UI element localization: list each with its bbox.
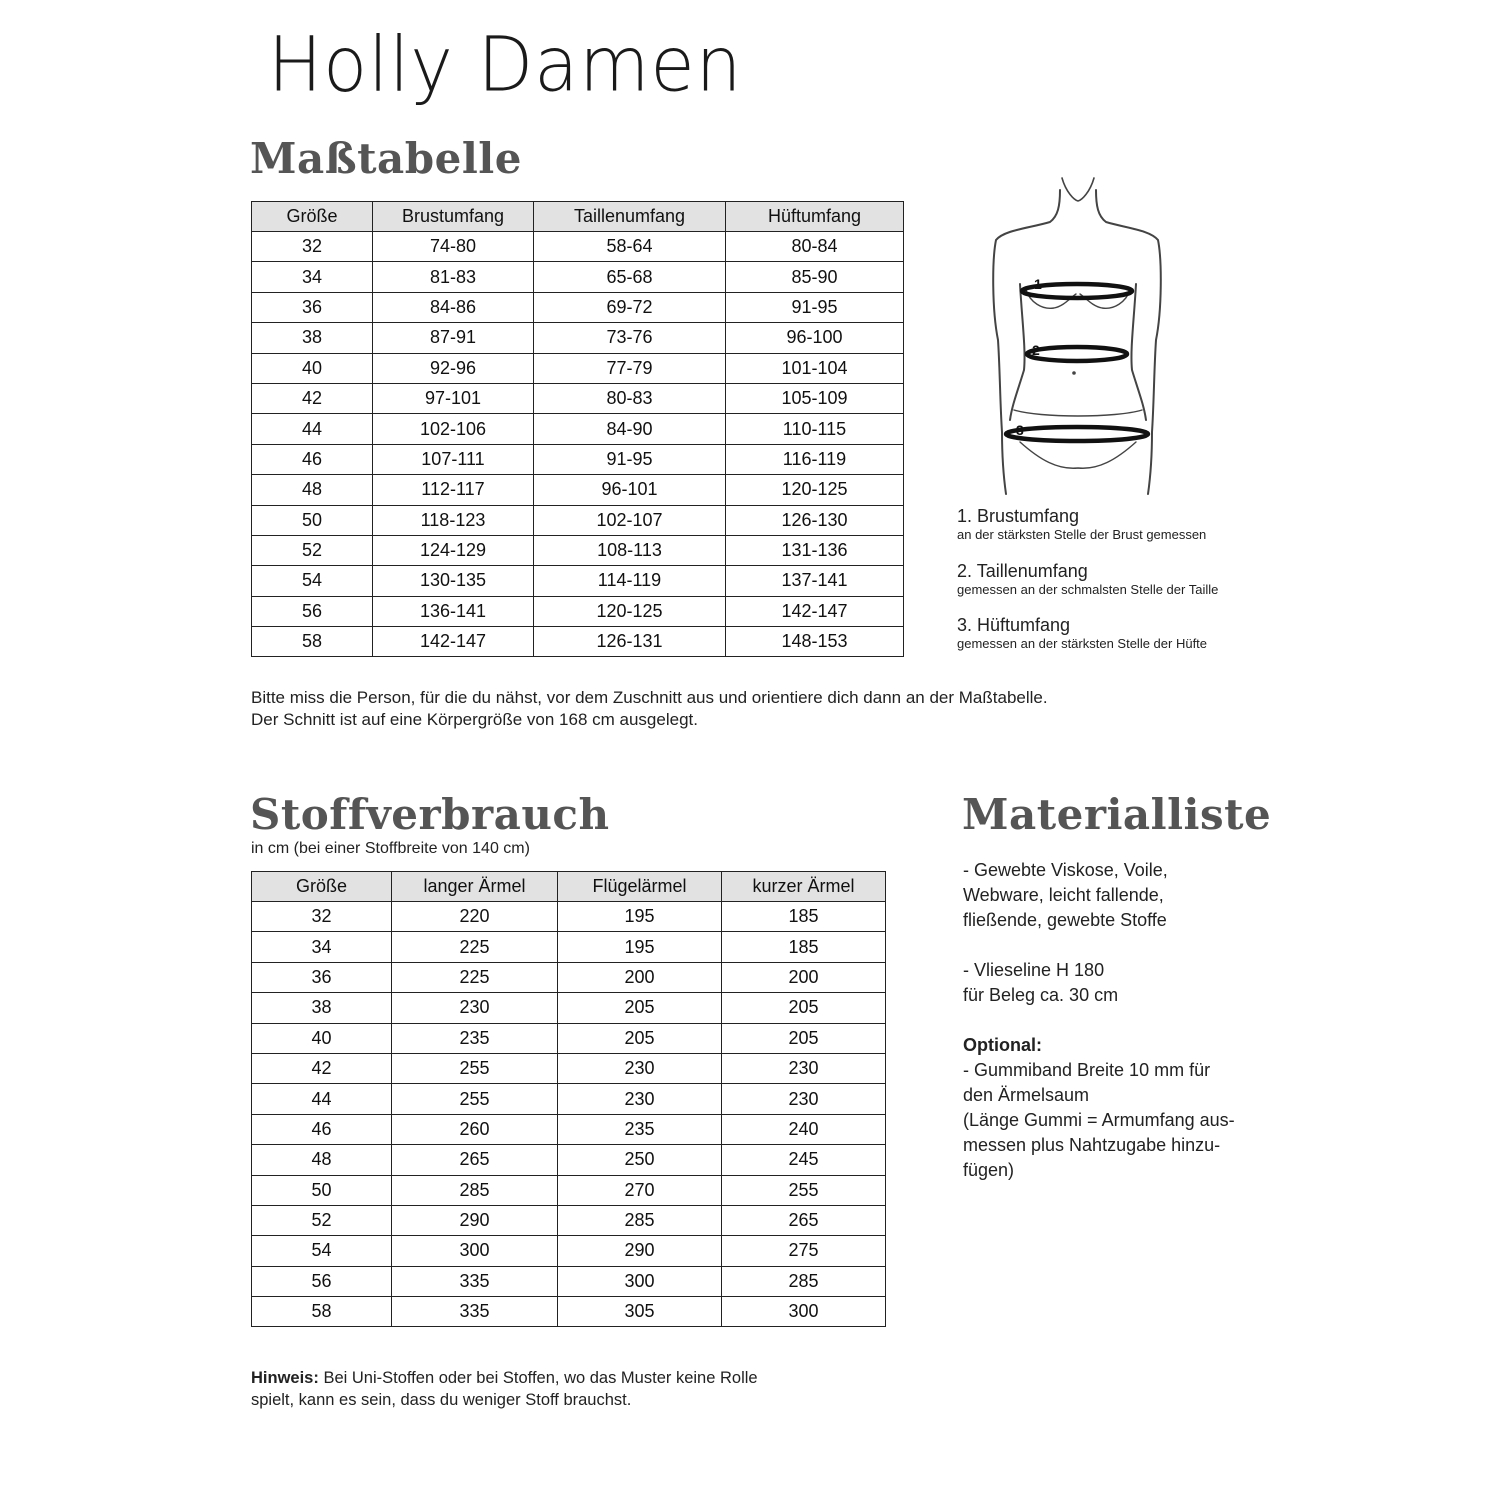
table-cell: 126-131 [534,627,726,657]
table-cell: 38 [252,323,373,353]
table-cell: 225 [392,962,558,992]
table-row [252,232,904,262]
table-cell: 270 [558,1175,722,1205]
table-cell: 80-83 [534,383,726,413]
column-header: Taillenumfang [534,202,726,232]
table-cell: 126-130 [726,505,904,535]
table-row [252,1023,886,1053]
table-cell: 74-80 [373,232,534,262]
table-cell: 265 [392,1145,558,1175]
material-list [963,858,1235,1183]
table-cell: 220 [392,902,558,932]
table-row [252,475,904,505]
material-line: messen plus Nahtzugabe hinzu- [963,1135,1221,1155]
table-cell: 118-123 [373,505,534,535]
table-cell: 73-76 [534,323,726,353]
table-cell: 110-115 [726,414,904,444]
table-cell: 285 [392,1175,558,1205]
table-cell: 84-86 [373,292,534,322]
table-cell: 52 [252,535,373,565]
table-row [252,596,904,626]
table-cell: 80-84 [726,232,904,262]
table-cell: 69-72 [534,292,726,322]
column-header: langer Ärmel [392,872,558,902]
table-row [252,505,904,535]
table-row [252,1236,886,1266]
material-line: den Ärmelsaum [963,1085,1090,1105]
table-cell: 300 [558,1266,722,1296]
table-cell: 205 [722,1023,886,1053]
hint-label: Hinweis: [251,1369,319,1387]
table-cell: 92-96 [373,353,534,383]
table-cell: 34 [252,932,392,962]
table-cell: 255 [722,1175,886,1205]
table-cell: 96-100 [726,323,904,353]
table-row [252,414,904,444]
legend-subtitle: gemessen an der schmalsten Stelle der Taille [957,582,1219,597]
table-cell: 285 [722,1266,886,1296]
table-cell: 124-129 [373,535,534,565]
table-cell: 85-90 [726,262,904,292]
table-row [252,383,904,413]
material-line: fügen) [963,1160,1015,1180]
table-cell: 200 [558,962,722,992]
table-row [252,1297,886,1327]
table-cell: 40 [252,1023,392,1053]
table-cell: 36 [252,962,392,992]
table-row [252,1084,886,1114]
table-cell: 120-125 [534,596,726,626]
table-cell: 50 [252,505,373,535]
table-row [252,323,904,353]
table-cell: 275 [722,1236,886,1266]
table-cell: 255 [392,1053,558,1083]
column-header: Flügelärmel [558,872,722,902]
table-cell: 114-119 [534,566,726,596]
table-cell: 65-68 [534,262,726,292]
table-row [252,1145,886,1175]
table-row [252,566,904,596]
table-cell: 58 [252,1297,392,1327]
table-cell: 230 [392,993,558,1023]
table-row [252,353,904,383]
table-cell: 91-95 [534,444,726,474]
legend-subtitle: gemessen an der stärksten Stelle der Hüfte [957,636,1208,651]
hint-note [251,1367,758,1411]
table-row [252,902,886,932]
table-cell: 195 [558,902,722,932]
legend-title: 2. Taillenumfang [957,561,1088,581]
table-cell: 335 [392,1266,558,1296]
material-line: Webware, leicht fallende, [963,885,1164,905]
material-line: - Vlieseline H 180 [963,960,1105,980]
table-cell: 44 [252,1084,392,1114]
legend-title: 1. Brustumfang [957,506,1080,526]
table-cell: 285 [558,1205,722,1235]
table-cell: 142-147 [373,627,534,657]
table-cell: 84-90 [534,414,726,444]
table-cell: 225 [392,932,558,962]
table-cell: 48 [252,1145,392,1175]
marker-bust-label: 1 [1034,276,1042,292]
table-cell: 148-153 [726,627,904,657]
legend-subtitle: an der stärksten Stelle der Brust gemessen [957,527,1207,542]
fabric-usage-subtitle: in cm (bei einer Stoffbreite von 140 cm) [251,840,530,857]
table-cell: 102-107 [534,505,726,535]
table-cell: 142-147 [726,596,904,626]
table-cell: 87-91 [373,323,534,353]
material-line: fließende, gewebte Stoffe [963,910,1167,930]
material-line: - Gewebte Viskose, Voile, [963,860,1168,880]
table-cell: 56 [252,1266,392,1296]
table-cell: 195 [558,932,722,962]
optional-label: Optional: [963,1035,1042,1055]
table-header-row [252,872,886,902]
table-cell: 205 [558,993,722,1023]
table-cell: 112-117 [373,475,534,505]
column-header: Größe [252,872,392,902]
table-cell: 230 [722,1053,886,1083]
marker-waist-label: 2 [1032,342,1040,358]
table-cell: 108-113 [534,535,726,565]
table-cell: 54 [252,1236,392,1266]
column-header: Hüftumfang [726,202,904,232]
hint-line: spielt, kann es sein, dass du weniger Stoff brauchst. [251,1391,632,1409]
table-cell: 240 [722,1114,886,1144]
table-cell: 230 [558,1053,722,1083]
table-cell: 120-125 [726,475,904,505]
table-cell: 235 [392,1023,558,1053]
table-cell: 300 [722,1297,886,1327]
page-title: Holly Damen [268,19,743,109]
table-cell: 40 [252,353,373,383]
table-row [252,1114,886,1144]
table-cell: 105-109 [726,383,904,413]
table-cell: 36 [252,292,373,322]
table-cell: 205 [722,993,886,1023]
table-cell: 44 [252,414,373,444]
material-list-heading: Materialliste [962,790,1272,839]
table-row [252,627,904,657]
table-row [252,444,904,474]
table-row [252,535,904,565]
body-measurement-figure [990,170,1165,500]
table-cell: 335 [392,1297,558,1327]
column-header: Brustumfang [373,202,534,232]
measure-note-line: Bitte miss die Person, für die du nähst, vor dem Zuschnitt aus und orientiere dich dann an der Maßtabelle. [251,688,1048,707]
table-cell: 130-135 [373,566,534,596]
table-cell: 91-95 [726,292,904,322]
material-line: (Länge Gummi = Armumfang aus- [963,1110,1235,1130]
table-cell: 260 [392,1114,558,1144]
legend-item-waist [957,561,1218,598]
size-chart-heading: Maßtabelle [250,134,522,183]
table-cell: 50 [252,1175,392,1205]
table-cell: 235 [558,1114,722,1144]
table-cell: 96-101 [534,475,726,505]
table-cell: 34 [252,262,373,292]
table-cell: 58 [252,627,373,657]
table-cell: 185 [722,902,886,932]
table-row [252,993,886,1023]
material-line: - Gummiband Breite 10 mm für [963,1060,1211,1080]
measure-note [251,687,1048,731]
table-cell: 185 [722,932,886,962]
column-header: kurzer Ärmel [722,872,886,902]
table-cell: 200 [722,962,886,992]
table-cell: 300 [392,1236,558,1266]
table-row [252,932,886,962]
measure-note-line: Der Schnitt ist auf eine Körpergröße von 168 cm ausgelegt. [251,710,698,729]
table-cell: 290 [558,1236,722,1266]
table-cell: 46 [252,444,373,474]
table-cell: 116-119 [726,444,904,474]
table-cell: 52 [252,1205,392,1235]
table-cell: 97-101 [373,383,534,413]
fabric-usage-heading: Stoffverbrauch [250,790,610,839]
table-cell: 131-136 [726,535,904,565]
table-cell: 48 [252,475,373,505]
table-cell: 305 [558,1297,722,1327]
table-cell: 107-111 [373,444,534,474]
table-cell: 290 [392,1205,558,1235]
table-row [252,262,904,292]
table-cell: 32 [252,232,373,262]
table-cell: 42 [252,1053,392,1083]
table-cell: 230 [558,1084,722,1114]
table-cell: 81-83 [373,262,534,292]
table-cell: 54 [252,566,373,596]
table-cell: 77-79 [534,353,726,383]
material-line: für Beleg ca. 30 cm [963,985,1119,1005]
table-cell: 136-141 [373,596,534,626]
table-cell: 32 [252,902,392,932]
table-cell: 230 [722,1084,886,1114]
table-cell: 38 [252,993,392,1023]
table-cell: 205 [558,1023,722,1053]
size-chart-table [251,201,904,657]
table-row [252,1266,886,1296]
table-row [252,1175,886,1205]
table-cell: 42 [252,383,373,413]
fabric-usage-table [251,871,886,1327]
column-header: Größe [252,202,373,232]
legend-item-hip [957,615,1207,652]
table-row [252,962,886,992]
table-cell: 245 [722,1145,886,1175]
hint-line [251,1367,758,1389]
table-header-row [252,202,904,232]
hint-text: Bei Uni-Stoffen oder bei Stoffen, wo das Muster keine Rolle [318,1369,758,1387]
table-row [252,1053,886,1083]
table-cell: 137-141 [726,566,904,596]
table-cell: 255 [392,1084,558,1114]
table-cell: 102-106 [373,414,534,444]
legend-item-bust [957,506,1206,543]
table-cell: 101-104 [726,353,904,383]
table-cell: 250 [558,1145,722,1175]
table-cell: 56 [252,596,373,626]
table-row [252,292,904,322]
marker-hip-label: 3 [1016,422,1024,438]
table-row [252,1205,886,1235]
table-cell: 265 [722,1205,886,1235]
table-cell: 46 [252,1114,392,1144]
table-cell: 58-64 [534,232,726,262]
legend-title: 3. Hüftumfang [957,615,1071,635]
